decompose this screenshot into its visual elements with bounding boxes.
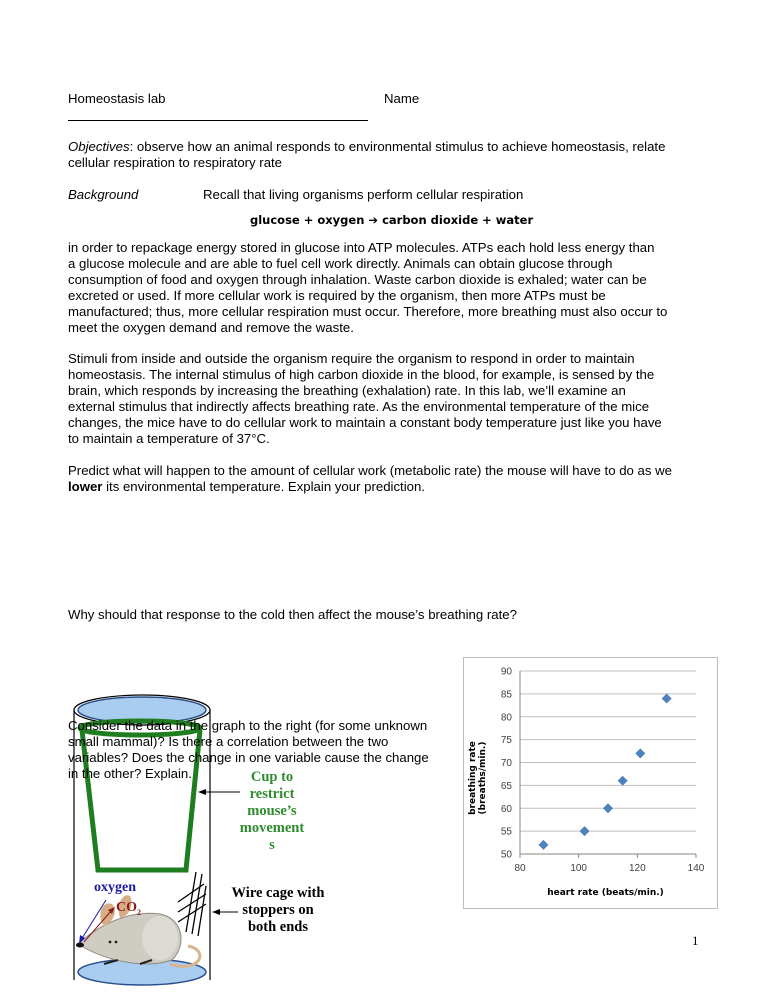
text-line: changes, the mice have to do cellular work to maintain a constant body temperature just like you have [68,415,662,430]
caption-line: s [269,837,275,853]
question-prediction [68,463,738,495]
y-tick-label: 80 [500,712,512,724]
y-axis-title: breathing rate (breaths/min.) [468,741,488,815]
text-line: a glucose molecule and are able to fuel cell work directly. Animals can obtain glucose through [68,256,613,271]
caption-line: movement [239,820,305,836]
name-blank-line[interactable] [68,120,368,121]
equation-products: carbon dioxide + water [382,213,534,227]
x-tick-label: 80 [514,863,526,874]
chart-plot-area [464,658,717,908]
co2-label [116,900,141,917]
text-line: consumption of food and oxygen through inhalation. Waste carbon dioxide is exhaled; water can be [68,272,647,287]
scatter-chart [463,657,718,909]
data-point-diamond [662,693,672,703]
objectives-label: Objectives [68,139,130,154]
question-line: in the other? Explain. [68,766,192,781]
caption-line: Cup to [250,769,294,785]
question-line [68,479,738,495]
data-point-diamond [603,803,613,813]
y-tick-label: 90 [500,666,512,678]
caption-line: both ends [247,919,309,935]
objectives-paragraph [68,139,728,171]
document-title: Homeostasis lab [68,91,166,106]
y-tick-label: 50 [500,849,512,861]
question-line: variables? Does the change in one variable cause the change [68,750,429,765]
answer-area-prediction[interactable] [68,500,728,595]
data-point-diamond [618,776,628,786]
text-line: to maintain a temperature of 37°C. [68,431,270,446]
text-line: Stimuli from inside and outside the organism require the organism to respond in order to maintain [68,351,635,366]
text-line: manufactured; thus, more cellular respiration must occur. Therefore, more breathing must also occur to [68,304,668,319]
caption-line: stoppers on [242,902,314,918]
text-line: homeostasis. The internal stimulus of high carbon dioxide in the blood, for example, is sensed by the [68,367,655,382]
emphasis-lower: lower [68,479,103,494]
x-tick-label: 140 [687,863,705,874]
stimuli-paragraph [68,351,738,447]
oxygen-label: oxygen [94,880,136,895]
background-paragraph [68,240,738,336]
y-tick-label: 85 [500,689,512,701]
question-line: Predict what will happen to the amount of cellular work (metabolic rate) the mouse will have to do as we [68,463,672,478]
data-point-diamond [580,826,590,836]
co2-text: CO [116,900,137,915]
arrow-right-icon: ➔ [368,213,379,227]
x-tick-label: 100 [570,863,588,874]
text-line: excreted or used. If more cellular work is required by the organism, then more ATPs must be [68,288,606,303]
text-line: meet the oxygen demand and remove the waste. [68,320,354,335]
page-number: 1 [692,933,699,948]
question-line-rest: its environmental temperature. Explain your prediction. [102,479,425,494]
data-point-diamond [538,840,548,850]
cage-caption [222,885,334,936]
respiration-equation [250,213,533,227]
name-label: Name [384,91,420,106]
caption-line: mouse’s [247,803,297,819]
text-line: in order to repackage energy stored in glucose into ATP molecules. ATPs each hold less energy than [68,240,655,255]
data-point-diamond [635,748,645,758]
co2-subscript: 2 [137,907,141,917]
objectives-text-2: cellular respiration to respiratory rate [68,155,283,170]
background-intro: Recall that living organisms perform cellular respiration [203,187,524,202]
equation-reactants: glucose + oxygen [250,213,365,227]
x-tick-label: 120 [628,863,646,874]
text-line: external stimulus that indirectly affects breathing rate. As the environmental temperature of the mice [68,399,650,414]
x-axis-title: heart rate (beats/min.) [547,888,664,898]
text-line: brain, which responds by increasing the breathing (exhalation) rate. In this lab, we’ll examine an [68,383,626,398]
question-correlation [68,718,468,782]
caption-line: restrict [249,786,295,802]
wire-cage [178,872,206,936]
question-line: small mammal)? Is there a correlation between the two [68,734,389,749]
objectives-text: : observe how an animal responds to environmental stimulus to achieve homeostasis, relate [129,139,666,154]
background-label: Background [68,187,139,202]
y-tick-label: 75 [500,735,512,747]
y-tick-label: 70 [500,758,512,769]
question-line: Consider the data in the graph to the right (for some unknown [68,718,428,733]
y-tick-label: 65 [500,780,512,792]
question-breathing: Why should that response to the cold then affect the mouse’s breathing rate? [68,607,517,622]
caption-line: Wire cage with [231,885,325,901]
y-tick-label: 55 [500,826,512,838]
y-tick-label: 60 [500,803,512,815]
